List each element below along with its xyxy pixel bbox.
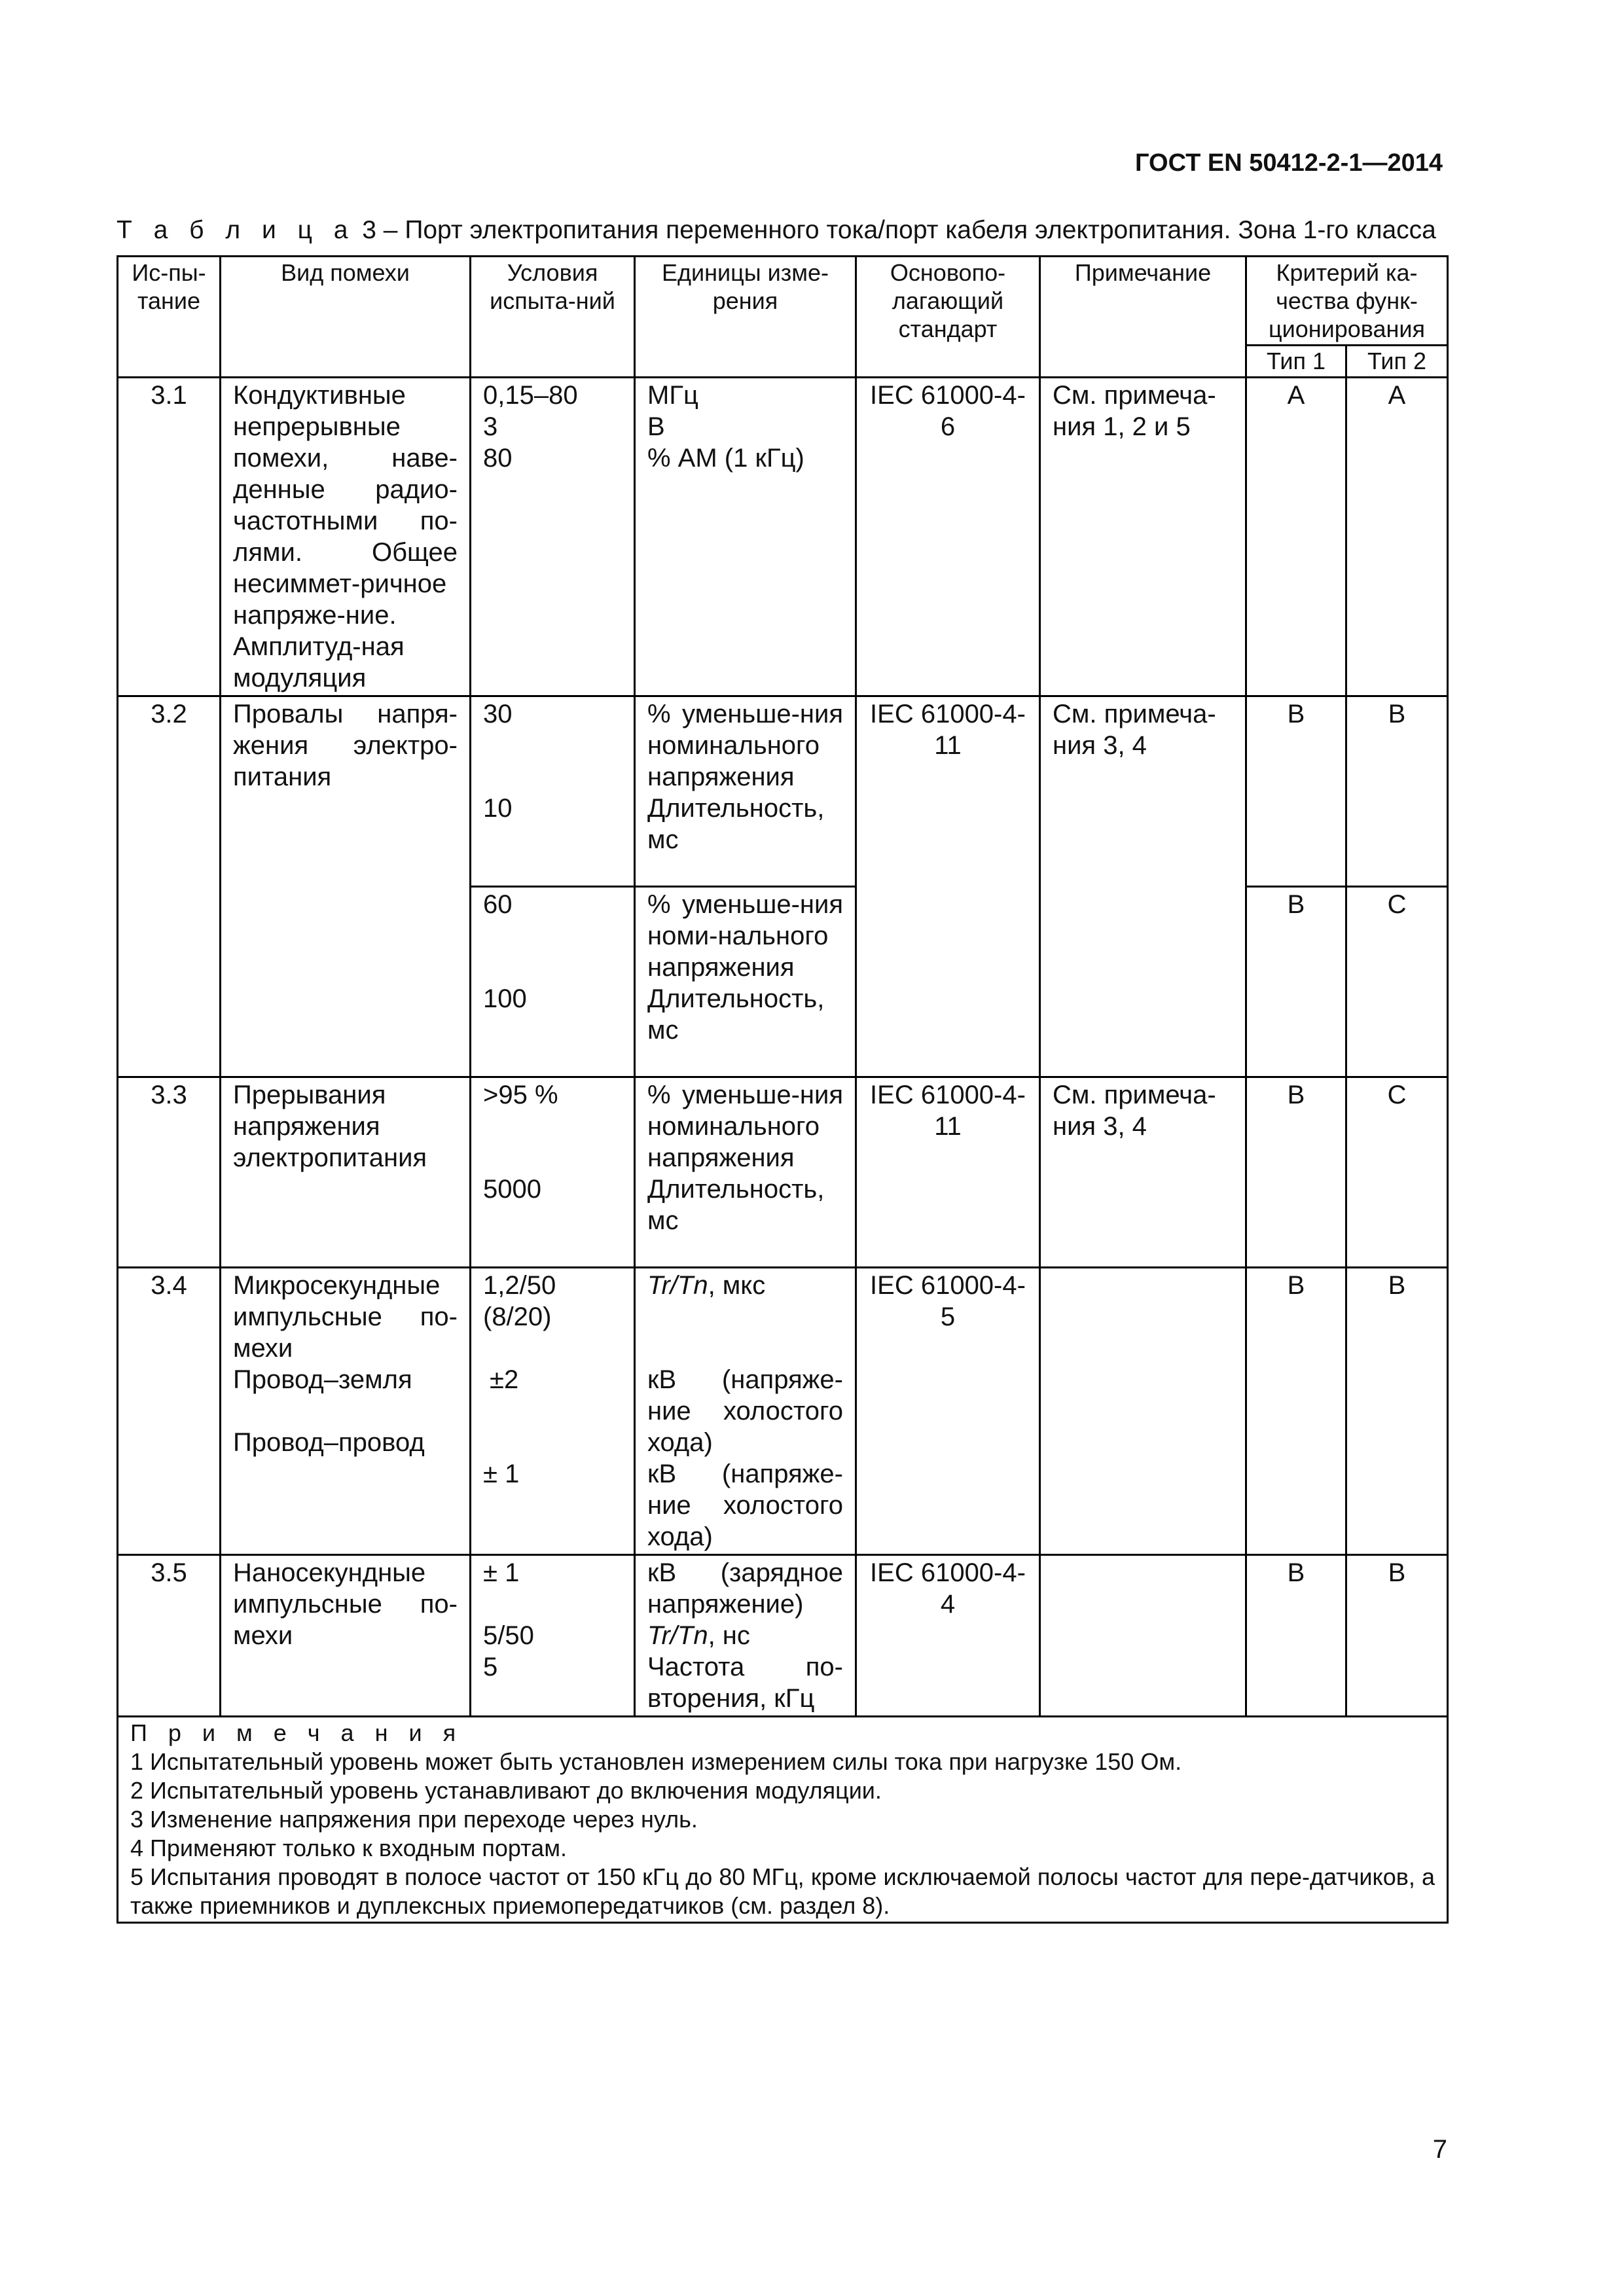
col-header-type1: Тип 1 (1246, 346, 1346, 378)
notes-title: П р и м е ч а н и я (130, 1719, 463, 1746)
measurement-units: кВ (зарядное напряжение) Tr/Tn, нс Частота по-вторения, кГц (635, 1555, 856, 1717)
note-item: 2 Испытательный уровень устанавливают до включения модуляции. (130, 1777, 882, 1804)
criterion-type1: В (1246, 696, 1346, 887)
note-cell (1040, 1268, 1246, 1555)
note-cell: См. примеча-ния 3, 4 (1040, 696, 1246, 1077)
note-item: 1 Испытательный уровень может быть установлен измерением силы тока при нагрузке 150 Ом. (130, 1748, 1182, 1775)
test-conditions: 0,15–80 3 80 (471, 378, 635, 696)
page-number: 7 (1432, 2135, 1447, 2164)
col-header-note: Примечание (1040, 257, 1246, 378)
base-standard: IEC 61000-4-11 (856, 696, 1040, 1077)
table-row (118, 378, 1448, 696)
table-notes (118, 1717, 1448, 1923)
test-conditions: 60 100 (471, 887, 635, 1077)
measurement-units: % уменьше-ния номинального напряжения Длительность, мс (635, 696, 856, 887)
note-item: 5 Испытания проводят в полосе частот от 150 кГц до 80 МГц, кроме исключаемой полосы частот для пере-датчиков, а также приемников и дуплексных приемопередатчиков (см. раздел 8). (130, 1863, 1435, 1919)
note-cell: См. примеча-ния 3, 4 (1040, 1077, 1246, 1268)
test-number: 3.5 (118, 1555, 221, 1717)
interference-type: Провалы напря-жения электро-питания (221, 696, 471, 1077)
criterion-type1: В (1246, 1077, 1346, 1268)
base-standard: IEC 61000-4-6 (856, 378, 1040, 696)
criterion-type1: В (1246, 1555, 1346, 1717)
criterion-type1: В (1246, 887, 1346, 1077)
base-standard: IEC 61000-4-11 (856, 1077, 1040, 1268)
note-cell (1040, 1555, 1246, 1717)
test-conditions: >95 % 5000 (471, 1077, 635, 1268)
criterion-type2: С (1346, 1077, 1448, 1268)
test-number: 3.1 (118, 378, 221, 696)
interference-type: Кондуктивные непрерывные помехи, наве-денные радио-частотными по-лями. Общее несиммет-ричное напряже-ние. Амплитуд-ная модуляция (221, 378, 471, 696)
criterion-type2: В (1346, 696, 1448, 887)
measurement-units: % уменьше-ния номи-нального напряжения Длительность, мс (635, 887, 856, 1077)
interference-type: Наносекундные импульсные по-мехи (221, 1555, 471, 1717)
criterion-type2: В (1346, 1555, 1448, 1717)
table-row (118, 1555, 1448, 1717)
test-number: 3.2 (118, 696, 221, 1077)
note-cell: См. примеча-ния 1, 2 и 5 (1040, 378, 1246, 696)
base-standard: IEC 61000-4-4 (856, 1555, 1040, 1717)
interference-type: Прерывания напряжения электропитания (221, 1077, 471, 1268)
col-header-test: Ис-пы-тание (118, 257, 221, 378)
measurement-units: % уменьше-ния номинального напряжения Длительность, мс (635, 1077, 856, 1268)
col-header-standard: Основопо-лагающий стандарт (856, 257, 1040, 378)
table-row (118, 1268, 1448, 1555)
col-header-conditions: Условия испыта-ний (471, 257, 635, 378)
notes-row (118, 1717, 1448, 1923)
col-header-interference: Вид помехи (221, 257, 471, 378)
measurement-units: МГц В % АМ (1 кГц) (635, 378, 856, 696)
table-row (118, 696, 1448, 887)
criterion-type2: С (1346, 887, 1448, 1077)
col-header-type2: Тип 2 (1346, 346, 1448, 378)
note-item: 3 Изменение напряжения при переходе через нуль. (130, 1806, 698, 1833)
test-number: 3.3 (118, 1077, 221, 1268)
criterion-type2: А (1346, 378, 1448, 696)
criterion-type2: В (1346, 1268, 1448, 1555)
note-item: 4 Применяют только к входным портам. (130, 1835, 567, 1861)
test-conditions: ± 1 5/50 5 (471, 1555, 635, 1717)
test-table (117, 255, 1449, 1924)
table-caption-label: Т а б л и ц а (117, 216, 355, 244)
criterion-type1: А (1246, 378, 1346, 696)
test-conditions: 1,2/50 (8/20) ±2 ± 1 (471, 1268, 635, 1555)
table-row (118, 1077, 1448, 1268)
base-standard: IEC 61000-4-5 (856, 1268, 1040, 1555)
document-code: ГОСТ EN 50412-2-1—2014 (1135, 149, 1443, 177)
col-header-units: Единицы изме-рения (635, 257, 856, 378)
table-caption-text: 3 – Порт электропитания переменного тока/порт кабеля электропитания. Зона 1-го класса (355, 216, 1436, 244)
col-header-criterion: Критерий ка-чества функ-ционирования (1246, 257, 1448, 346)
measurement-units: Tr/Tn, мкс кВ (напряже-ние холостого хода) кВ (напряже-ние холостого хода) (635, 1268, 856, 1555)
test-conditions: 30 10 (471, 696, 635, 887)
interference-type: Микросекундные импульсные по-мехи Провод–земля Провод–провод (221, 1268, 471, 1555)
criterion-type1: В (1246, 1268, 1346, 1555)
table-caption (117, 216, 1436, 245)
test-number: 3.4 (118, 1268, 221, 1555)
